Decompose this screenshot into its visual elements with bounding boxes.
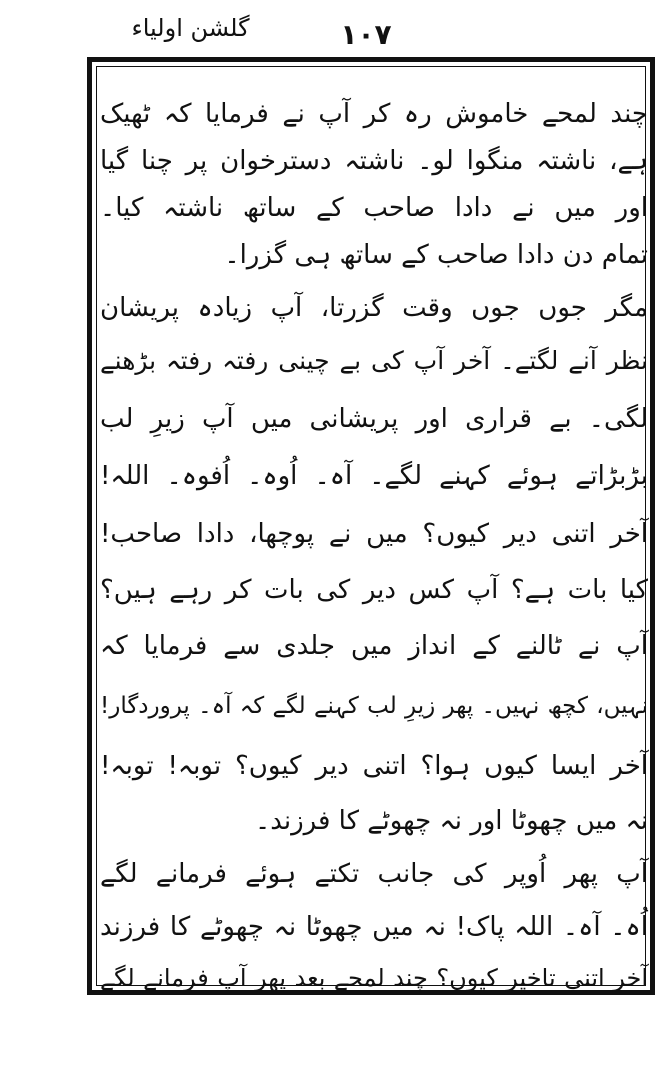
text-line: نہ میں چھوٹا اور نہ چھوٹے کا فرزند۔ (254, 806, 648, 836)
text-line: آپ پھر اُوپر کی جانب تکتے ہوئے فرمانے لگے (100, 859, 648, 889)
text-line: مگر جوں جوں وقت گزرتا، آپ زیادہ پریشان (100, 293, 648, 323)
text-line: ہے، ناشتہ منگوا لو۔ ناشتہ دسترخوان پر چنا گیا (100, 146, 648, 176)
text-line: آخر اتنی تاخیر کیوں؟ چند لمحے بعد پھر آپ فرمانے لگے (100, 964, 648, 992)
text-line: نہیں، کچھ نہیں۔ پھر زیرِ لب کہنے لگے کہ آہ۔ پروردگار! (100, 693, 648, 719)
text-line: بڑبڑاتے ہوئے کہنے لگے۔ آہ۔ اُوہ۔ اُفوہ۔ اللہ! (100, 461, 648, 491)
page-header (0, 0, 663, 58)
text-line: اور میں نے دادا صاحب کے ساتھ ناشتہ کیا۔ (100, 193, 648, 223)
text-line: آخر اتنی دیر کیوں؟ میں نے پوچھا، دادا صاحب! (100, 519, 648, 549)
text-line: آخر ایسا کیوں ہوا؟ اتنی دیر کیوں؟ توبہ! توبہ! (100, 751, 648, 781)
text-line: کیا بات ہے؟ آپ کس دیر کی بات کر رہے ہیں؟ (100, 575, 648, 605)
text-line: چند لمحے خاموش رہ کر آپ نے فرمایا کہ ٹھیک (100, 99, 648, 129)
text-line: آپ نے ٹالنے کے انداز میں جلدی سے فرمایا کہ (100, 631, 648, 661)
text-line: لگی۔ بے قراری اور پریشانی میں آپ زیرِ لب (100, 404, 648, 434)
book-title: گلشن اولیاء (131, 14, 250, 42)
text-line: تمام دن دادا صاحب کے ساتھ ہی گزرا۔ (224, 240, 648, 270)
page-number: ۱۰۷ (340, 18, 392, 51)
text-line: اُہ۔ آہ۔ اللہ پاک! نہ میں چھوٹا نہ چھوٹے کا فرزند (100, 912, 648, 942)
text-line: نظر آنے لگتے۔ آخر آپ کی بے چینی رفتہ رفتہ بڑھنے (100, 346, 648, 375)
